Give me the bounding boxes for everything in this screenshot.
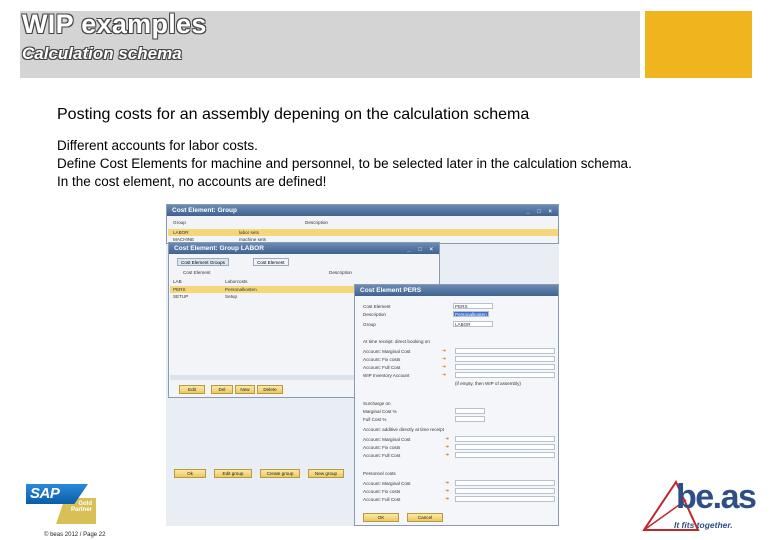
header-accent-block [645,11,752,78]
beas-logo [640,478,760,534]
field-value: PERS [455,304,468,309]
beas-slogan: It fits together. [674,520,733,530]
field-label: Group [363,322,376,327]
table-cell: Personalkosten [225,287,257,292]
account-field[interactable] [455,356,555,362]
window-title-bar [167,205,558,216]
table-cell: PERS [173,287,186,292]
footer-copyright: © beas 2012 / Page 22 [44,532,106,538]
window-cost-element-pers [354,284,559,526]
tab-cost-element-groups[interactable]: Cost Element Groups [177,258,229,266]
content-line-1: Different accounts for labor costs. [57,138,258,153]
table-cell: machine sets [239,237,267,242]
account-field[interactable] [455,444,555,450]
ok-button[interactable]: Ok [174,469,206,478]
cancel-button[interactable]: Cancel [407,513,443,522]
field-label: WIP Inventory Account [363,373,410,378]
field-label: Description [363,312,386,317]
content-line-2: Define Cost Elements for machine and personnel, to be selected later in the calculation schema. [57,156,632,171]
content-heading: Posting costs for an assembly depening on the calculation schema [57,106,530,123]
table-cell: labor sets [239,230,259,235]
field-label: Account: Marginal Cost [363,349,411,354]
account-field[interactable] [455,452,555,458]
table-cell: LABOR [173,230,189,235]
table-cell: LAB [173,279,182,284]
section-label: Account: additive directly at time receipt [363,427,444,432]
account-field[interactable] [455,364,555,370]
sap-gold-partner-logo [26,484,96,524]
column-header-group: Group [173,220,186,225]
link-arrow-icon[interactable]: ➜ [442,372,447,378]
link-arrow-icon[interactable]: ➜ [445,452,450,458]
window-title-bar [169,243,439,254]
account-field[interactable] [455,480,555,486]
link-arrow-icon[interactable]: ➜ [445,444,450,450]
field-label: Account: Fix costs [363,445,401,450]
window-title-bar [355,285,558,296]
field-label: Account: Marginal Cost [363,437,411,442]
gold-partner-text: Gold Partner [70,501,92,513]
tab-cost-element[interactable]: Cost Element [253,258,289,266]
field-label: Full Cost % [363,417,387,422]
account-field[interactable] [455,488,555,494]
table-cell: SETUP [173,294,189,299]
column-header-description: Description [329,270,352,275]
field-label: Marginal Cost % [363,409,397,414]
field-value: LABOR [455,322,471,327]
beas-wordmark: be.as [676,478,756,516]
note-text: (if empty, then WIP of assembly) [455,381,521,386]
delete-button[interactable]: Delete [257,385,283,394]
slide-title: WIP examples [22,9,207,39]
slide-subtitle: Calculation schema [22,44,182,63]
window-controls[interactable]: _ □ × [526,209,555,215]
account-field[interactable] [455,348,555,354]
table-cell: Setup [225,294,238,299]
account-field[interactable] [455,436,555,442]
table-cell: MACHINE [173,237,195,242]
field-value: Personalkosten [455,312,487,317]
surcharge-field[interactable] [455,416,485,422]
field-label: Account: Full Cost [363,497,401,502]
field-label: Account: Marginal Cost [363,481,411,486]
surcharge-field[interactable] [455,408,485,414]
ok-button[interactable]: OK [363,513,399,522]
link-arrow-icon[interactable]: ➜ [445,436,450,442]
link-arrow-icon[interactable]: ➜ [442,356,447,362]
field-label: Account: Full Cost [363,453,401,458]
section-label: Personnel costs [363,471,396,476]
window-title: Cost Element PERS [360,287,422,294]
window-title: Cost Element: Group [172,207,238,214]
window-cost-element-group [166,204,559,244]
create-group-button[interactable]: Create group [260,469,300,478]
sap-screenshot [166,204,559,526]
field-label: Cost Element [363,304,391,309]
section-label: At time receipt: direct booking on [363,339,430,344]
new-group-button[interactable]: New group [308,469,344,478]
edit-group-button[interactable]: Edit group [214,469,252,478]
table-cell: Laborcosts [225,279,248,284]
column-header-description: Description [305,220,328,225]
field-label: Account: Fix costs [363,357,401,362]
window-controls[interactable]: _ □ × [407,247,436,253]
column-header-cost-element: Cost Element [183,270,211,275]
field-label: Account: Fix costs [363,489,401,494]
link-arrow-icon[interactable]: ➜ [445,496,450,502]
content-line-3: In the cost element, no accounts are defined! [57,174,327,189]
edit-button[interactable]: Edit [179,385,205,394]
field-label: Account: Full Cost [363,365,401,370]
link-arrow-icon[interactable]: ➜ [445,480,450,486]
link-arrow-icon[interactable]: ➜ [445,488,450,494]
section-label: Surcharge on [363,401,391,406]
link-arrow-icon[interactable]: ➜ [442,364,447,370]
account-field[interactable] [455,496,555,502]
del-button[interactable]: Del [211,385,233,394]
new-button[interactable]: New [235,385,255,394]
wip-inventory-field[interactable] [455,372,555,378]
link-arrow-icon[interactable]: ➜ [442,348,447,354]
table-row-selected[interactable] [168,229,558,236]
sap-logo-text: SAP [30,485,60,502]
window-title: Cost Element: Group LABOR [174,245,264,252]
